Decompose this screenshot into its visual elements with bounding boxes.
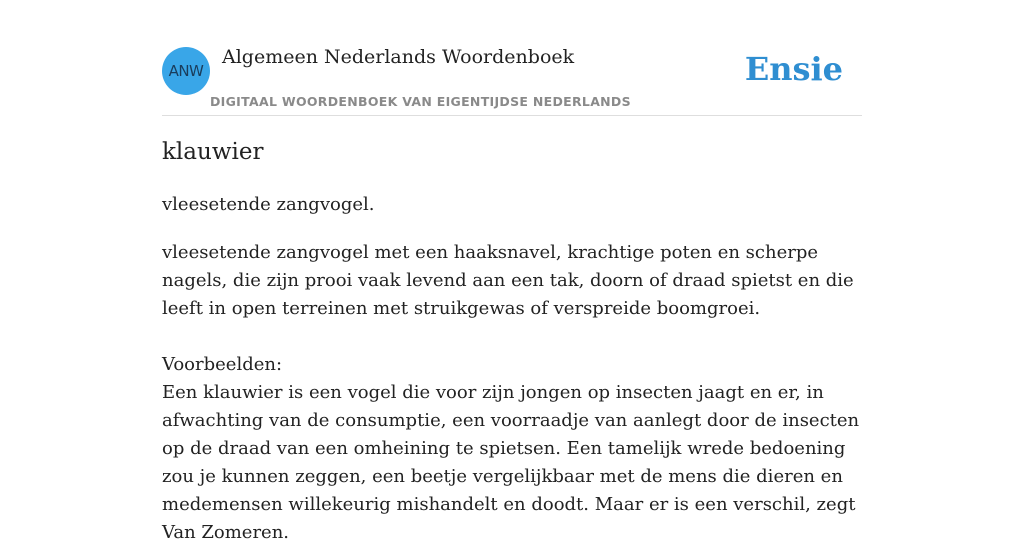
short-definition: vleesetende zangvogel. [162,194,375,215]
site-header [162,40,862,116]
example-text: Een klauwier is een vogel die voor zijn jongen op insecten jaagt en er, in afwachting van de consumptie, een voorraadje van aanlegt door de insecten op de draad van een omheining te spietsen. Een tamelijk wrede bedoening zou je kunnen zeggen, een beetje vergelijkbaar met de mens die dieren en medemensen willekeurig mishandelt en doodt. Maar er is een verschil, zegt Van Zomeren. [162,382,860,543]
examples-section [162,351,864,547]
anw-logo[interactable]: ANW [162,47,210,95]
long-definition: vleesetende zangvogel met een haaksnavel, krachtige poten en scherpe nagels, die zijn prooi vaak levend aan een tak, doorn of draad spietst en die leeft in open terreinen met struikgewas of verspreide boomgroei. [162,242,854,319]
site-subtitle: DIGITAAL WOORDENBOEK VAN EIGENTIJDSE NEDERLANDS [210,94,631,109]
entry-headword: klauwier [162,139,264,165]
examples-label: Voorbeelden: [162,354,283,375]
ensie-brand-logo[interactable]: Ensie [744,50,843,88]
site-title[interactable]: Algemeen Nederlands Woordenboek [222,46,575,68]
